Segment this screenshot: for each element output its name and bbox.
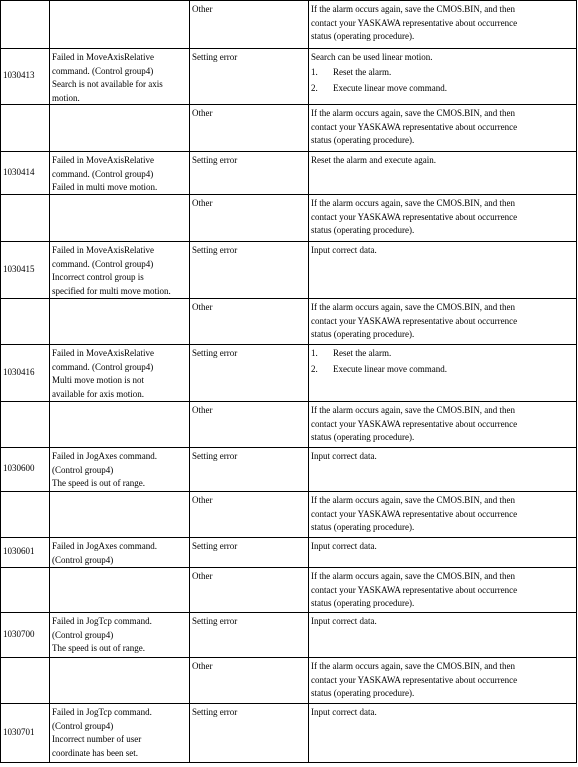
table-row-rule <box>0 48 577 49</box>
remedy-step-text: Reset the alarm. <box>333 348 392 358</box>
alarm-remedy-line: Input correct data. <box>311 451 377 461</box>
remedy-step-text: Reset the alarm. <box>333 66 392 77</box>
alarm-remedy-line: Input correct data. <box>311 541 377 551</box>
alarm-cause: Other <box>192 405 213 415</box>
alarm-remedy-line: contact your YASKAWA representative about occurrence <box>311 121 518 132</box>
alarm-description-line: Failed in multi move motion. <box>52 182 158 192</box>
alarm-description-line: motion. <box>52 92 80 103</box>
alarm-description-line: Search is not available for axis <box>52 79 163 89</box>
alarm-remedy-line: status (operating procedure). <box>311 329 415 339</box>
remedy-step <box>311 363 447 377</box>
remedy-step-number: 2. <box>311 364 318 374</box>
table-row-rule <box>0 401 577 402</box>
alarm-code: 1030414 <box>3 167 35 177</box>
alarm-remedy-line: If the alarm occurs again, save the CMOS.BIN, and then <box>311 198 515 208</box>
alarm-remedy-line: If the alarm occurs again, save the CMOS.BIN, and then <box>311 4 515 14</box>
alarm-description-line: command. (Control group4) <box>52 258 154 269</box>
alarm-description-line: Failed in JogTcp command. <box>52 616 152 626</box>
alarm-remedy-line: If the alarm occurs again, save the CMOS.BIN, and then <box>311 571 515 581</box>
alarm-description-line: specified for multi move motion. <box>52 285 171 296</box>
table-column-rule <box>0 0 1 763</box>
alarm-code: 1030416 <box>3 367 35 377</box>
alarm-remedy-line: If the alarm occurs again, save the CMOS.BIN, and then <box>311 661 515 671</box>
remedy-step-number: 2. <box>311 82 318 93</box>
alarm-cause: Setting error <box>192 52 238 62</box>
remedy-step-number: 1. <box>311 66 318 77</box>
table-row-rule <box>0 537 577 538</box>
alarm-code: 1030700 <box>3 629 35 639</box>
alarm-description-line: The speed is out of range. <box>52 643 145 653</box>
table-row-rule <box>0 657 577 658</box>
alarm-remedy-line: If the alarm occurs again, save the CMOS.BIN, and then <box>311 495 515 505</box>
alarm-description-line: (Control group4) <box>52 554 114 565</box>
table-column-rule <box>49 0 50 763</box>
alarm-description-line: coordinate has been set. <box>52 747 138 758</box>
table-row-rule <box>0 703 577 704</box>
alarm-code: 1030413 <box>3 70 35 80</box>
alarm-remedy-line: Reset the alarm and execute again. <box>311 155 436 165</box>
alarm-remedy-line: contact your YASKAWA representative about occurrence <box>311 674 518 685</box>
remedy-step <box>311 347 391 361</box>
table-row-rule <box>0 447 577 448</box>
alarm-description-line: Failed in MoveAxisRelative <box>52 155 154 165</box>
alarm-remedy-line: If the alarm occurs again, save the CMOS.BIN, and then <box>311 108 515 118</box>
alarm-cause: Other <box>192 661 213 671</box>
alarm-remedy-line: status (operating procedure). <box>311 688 415 698</box>
alarm-cause: Setting error <box>192 541 238 551</box>
alarm-cause: Setting error <box>192 451 238 461</box>
table-row-rule <box>0 491 577 492</box>
alarm-description-line: Failed in JogAxes command. <box>52 541 157 551</box>
remedy-step-text: Execute linear move command. <box>333 82 447 93</box>
alarm-remedy-line: contact your YASKAWA representative about occurrence <box>311 508 518 519</box>
alarm-description-line: (Control group4) <box>52 629 114 640</box>
alarm-cause: Other <box>192 495 213 505</box>
alarm-cause: Other <box>192 302 213 312</box>
alarm-description-line: Failed in MoveAxisRelative <box>52 245 154 255</box>
alarm-cause: Other <box>192 571 213 581</box>
alarm-cause: Setting error <box>192 245 238 255</box>
alarm-cause: Setting error <box>192 155 238 165</box>
alarm-cause: Other <box>192 4 213 14</box>
table-row-rule <box>0 241 577 242</box>
table-row-rule <box>0 0 577 1</box>
alarm-remedy-line: contact your YASKAWA representative about occurrence <box>311 211 518 222</box>
alarm-description-line: Failed in MoveAxisRelative <box>52 348 154 358</box>
alarm-cause: Setting error <box>192 348 238 358</box>
alarm-cause: Setting error <box>192 707 238 717</box>
alarm-remedy-line: contact your YASKAWA representative about occurrence <box>311 315 518 326</box>
alarm-code: 1030415 <box>3 264 35 274</box>
table-row-rule <box>0 762 577 763</box>
alarm-remedy-line: contact your YASKAWA representative about occurrence <box>311 584 518 595</box>
alarm-cause: Other <box>192 198 213 208</box>
alarm-description-line: (Control group4) <box>52 720 114 731</box>
table-row-rule <box>0 612 577 613</box>
alarm-description-line: command. (Control group4) <box>52 361 154 372</box>
table-row-rule <box>0 567 577 568</box>
alarm-remedy-line: contact your YASKAWA representative about occurrence <box>311 418 518 429</box>
alarm-description-line: Failed in MoveAxisRelative <box>52 52 154 62</box>
alarm-remedy-line: Input correct data. <box>311 616 377 626</box>
alarm-description-line: Failed in JogTcp command. <box>52 707 152 717</box>
table-column-rule <box>189 0 190 763</box>
alarm-remedy-line: status (operating procedure). <box>311 598 415 608</box>
alarm-remedy-line: status (operating procedure). <box>311 31 415 41</box>
remedy-step <box>311 66 391 80</box>
remedy-step-text: Execute linear move command. <box>333 364 447 374</box>
alarm-remedy-line: Search can be used linear motion. <box>311 52 433 62</box>
alarm-description-line: Incorrect control group is <box>52 272 144 282</box>
alarm-remedy-line: status (operating procedure). <box>311 522 415 532</box>
alarm-remedy-line: If the alarm occurs again, save the CMOS.BIN, and then <box>311 302 515 312</box>
alarm-cause: Setting error <box>192 616 238 626</box>
table-row-rule <box>0 298 577 299</box>
alarm-description-line: Incorrect number of user <box>52 734 142 744</box>
alarm-description-line: command. (Control group4) <box>52 168 154 179</box>
alarm-cause: Other <box>192 108 213 118</box>
alarm-remedy-line: status (operating procedure). <box>311 432 415 442</box>
alarm-description-line: command. (Control group4) <box>52 65 154 76</box>
alarm-remedy-line: status (operating procedure). <box>311 135 415 145</box>
alarm-description-line: Failed in JogAxes command. <box>52 451 157 461</box>
remedy-step-number: 1. <box>311 348 318 358</box>
alarm-remedy-line: status (operating procedure). <box>311 225 415 235</box>
remedy-step <box>311 82 447 96</box>
alarm-remedy-line: contact your YASKAWA representative about occurrence <box>311 17 518 28</box>
table-column-rule <box>308 0 309 763</box>
alarm-description-line: available for axis motion. <box>52 388 144 399</box>
alarm-remedy-line: If the alarm occurs again, save the CMOS.BIN, and then <box>311 405 515 415</box>
table-row-rule <box>0 151 577 152</box>
table-column-rule <box>576 0 577 763</box>
table-row-rule <box>0 344 577 345</box>
alarm-description-line: (Control group4) <box>52 464 114 475</box>
table-row-rule <box>0 104 577 105</box>
alarm-remedy-line: Input correct data. <box>311 245 377 255</box>
alarm-code: 1030701 <box>3 727 35 737</box>
alarm-code: 1030601 <box>3 546 35 556</box>
alarm-remedy-line: Input correct data. <box>311 707 377 717</box>
alarm-description-line: The speed is out of range. <box>52 478 145 488</box>
alarm-code: 1030600 <box>3 463 35 473</box>
alarm-description-line: Multi move motion is not <box>52 375 145 385</box>
